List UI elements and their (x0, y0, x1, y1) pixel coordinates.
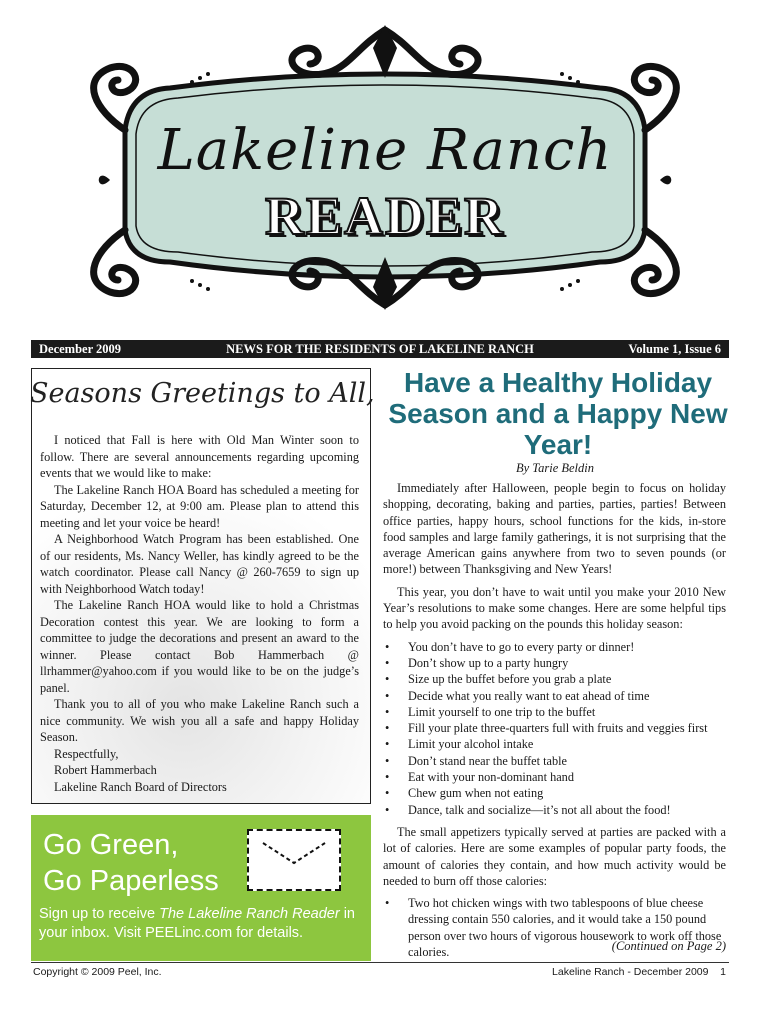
list-item: • Fill your plate three-quarters full with fruits and veggies first (383, 720, 726, 736)
signoff-line: Robert Hammerbach (54, 763, 157, 777)
footer-divider (31, 962, 729, 963)
list-item: • Size up the buffet before you grab a plate (383, 671, 726, 687)
article-byline: By Tarie Beldin (516, 461, 595, 475)
article-headline: Have a Healthy Holiday Season and a Happy New Year! (388, 367, 728, 460)
issue-date: December 2009 (39, 341, 122, 356)
continued-link[interactable]: (Continued on Page 2) (611, 939, 726, 953)
greeting-text (40, 432, 359, 795)
greeting-paragraph: The Lakeline Ranch HOA Board has scheduled a meeting for Saturday, December 12, at 9:00 am. Please plan to attend this meeting and let your voice be heard! (40, 482, 359, 530)
signup-text-title: The Lakeline Ranch Reader (159, 906, 340, 922)
footer-issue (552, 966, 726, 978)
article-body (383, 480, 726, 966)
list-item: • You don’t have to go to every party or dinner! (383, 639, 726, 655)
issue-volume: Volume 1, Issue 6 (628, 341, 721, 356)
go-green-heading-line: Go Paperless (43, 865, 219, 897)
signoff-line: Lakeline Ranch Board of Directors (54, 779, 227, 794)
list-item: • Limit your alcohol intake (383, 736, 726, 752)
list-item: • Limit yourself to one trip to the buffet (383, 704, 726, 720)
list-item: • Eat with your non-dominant hand (383, 769, 726, 785)
masthead-title-main: READER (264, 186, 506, 246)
newsletter-tagline: NEWS FOR THE RESIDENTS OF LAKELINE RANCH (226, 341, 534, 356)
footer-copyright: Copyright © 2009 Peel, Inc. (33, 966, 162, 978)
envelope-icon (247, 829, 341, 891)
signup-text-post: in your inbox. Visit PEELinc.com for details. (39, 906, 355, 941)
greeting-title: Seasons Greetings to All, (30, 378, 375, 409)
masthead-title-script: Lakeline Ranch (157, 118, 613, 183)
signoff-line: Respectfully, (54, 746, 119, 761)
article-paragraph: This year, you don’t have to wait until you make your 2010 New Year’s resolutions to make some changes. Here are some helpful tips to help you avoid packing on the pounds this holiday season: (383, 584, 726, 632)
list-item: • Dance, talk and socialize—it’s not all about the food! (383, 802, 726, 818)
go-green-heading (43, 827, 219, 899)
greeting-paragraph: The Lakeline Ranch HOA would like to hold a Christmas Decoration contest this year. We are looking to form a committee to judge the decorations and present an award to the winner. Please contact Bob Hammerbach @ llrhammer@yahoo.com if you would like to be on the judge’s panel. (40, 598, 359, 695)
list-item: • Don’t show up to a party hungry (383, 655, 726, 671)
tips-list (383, 639, 726, 818)
greeting-paragraph: A Neighborhood Watch Program has been established. One of our residents, Ms. Nancy Weller, has kindly agreed to be the watch coordinator. Please call Nancy @ 260-7659 to sign up with Neighborhood Watch today! (40, 532, 359, 596)
list-item: • Decide what you really want to eat ahead of time (383, 688, 726, 704)
issue-banner (31, 340, 729, 358)
list-item: • Chew gum when not eating (383, 785, 726, 801)
signup-text (39, 905, 369, 943)
list-item: • Two hot chicken wings with two tablespoons of blue cheese dressing contain 550 calories, and it would take a 150 pound person over two hours of vigorous housework to work off those calories. (383, 895, 726, 960)
list-item: • Don’t stand near the buffet table (383, 753, 726, 769)
greeting-paragraph: I noticed that Fall is here with Old Man Winter soon to follow. There are several announcements regarding upcoming events that we would like to make: (40, 433, 359, 480)
signup-text-pre: Sign up to receive (39, 906, 160, 922)
article-paragraph: The small appetizers typically served at parties are packed with a lot of calories. Here are some examples of popular party foods, the amount of calories they contain, and how much activity would be needed to burn off those calories: (383, 824, 726, 888)
footer-issue-label: Lakeline Ranch - December 2009 (552, 966, 709, 978)
page-number: 1 (720, 966, 726, 978)
masthead (0, 0, 770, 330)
article-paragraph: Immediately after Halloween, people begin to focus on holiday shopping, decorating, baking and parties, parties, parties! Between office parties, happy hours, school functions for the kids, in-store food samples and large family gatherings, it is not surprising that the average American gains anywhere from two to seven pounds (or more!) between Thanksgiving and New Years! (383, 481, 726, 577)
go-green-heading-line: Go Green, (43, 829, 179, 861)
greeting-paragraph: Thank you to all of you who make Lakeline Ranch such a nice community. We wish you all a safe and happy Holiday Season. (40, 697, 359, 744)
